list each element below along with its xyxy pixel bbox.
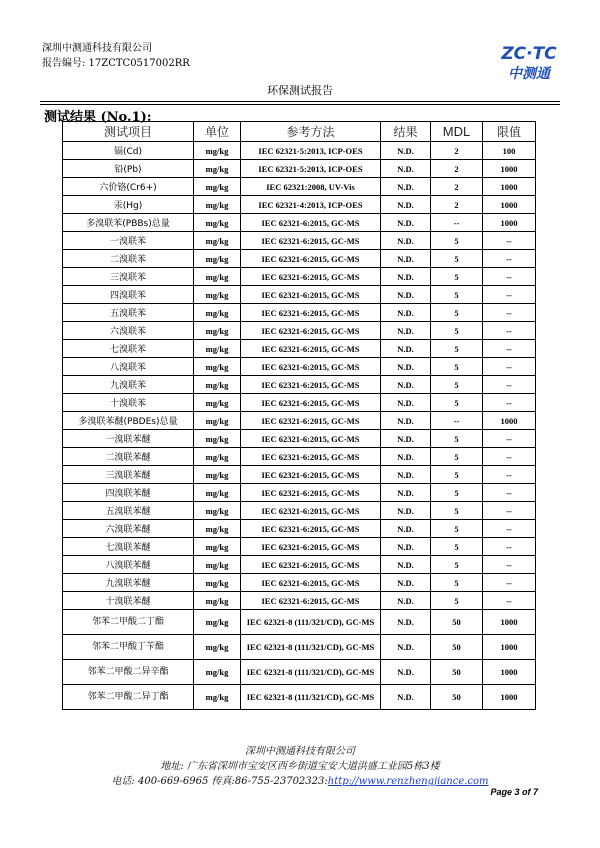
cell-item-name: 七溴联苯 [63, 340, 194, 358]
cell-method: IEC 62321-6:2015, GC-MS [241, 232, 381, 250]
cell-limit: 100 [483, 142, 536, 160]
cell-result: N.D. [381, 685, 431, 710]
cell-item-name: 十溴联苯醚 [63, 592, 194, 610]
cell-mdl: 2 [431, 178, 483, 196]
table-row [63, 574, 536, 592]
cell-method: IEC 62321-8 (111/321/CD), GC-MS [241, 685, 381, 710]
table-row [63, 538, 536, 556]
report-number: 报告编号: 17ZCTC0517002RR [42, 58, 190, 69]
cell-result: N.D. [381, 574, 431, 592]
cell-unit: mg/kg [194, 160, 241, 178]
cell-method: IEC 62321-6:2015, GC-MS [241, 430, 381, 448]
cell-unit: mg/kg [194, 268, 241, 286]
cell-item-name: 多溴联苯醚(PBDEs)总量 [63, 412, 194, 430]
cell-result: N.D. [381, 556, 431, 574]
table-row [63, 448, 536, 466]
cell-limit: -- [483, 430, 536, 448]
cell-limit: -- [483, 340, 536, 358]
cell-limit: -- [483, 376, 536, 394]
cell-result: N.D. [381, 466, 431, 484]
cell-item-name: 六溴联苯 [63, 322, 194, 340]
cell-item-name: 六溴联苯醚 [63, 520, 194, 538]
logo-mark: ZC·TC [501, 44, 557, 64]
page-number: Page 3 of 7 [490, 787, 538, 797]
cell-result: N.D. [381, 502, 431, 520]
cell-unit: mg/kg [194, 142, 241, 160]
cell-method: IEC 62321-6:2015, GC-MS [241, 574, 381, 592]
table-row [63, 376, 536, 394]
cell-result: N.D. [381, 286, 431, 304]
cell-result: N.D. [381, 520, 431, 538]
cell-item-name: 邻苯二甲酸二丁酯 [63, 610, 194, 635]
cell-unit: mg/kg [194, 556, 241, 574]
cell-mdl: 50 [431, 635, 483, 660]
cell-method: IEC 62321-5:2013, ICP-OES [241, 142, 381, 160]
table-row [63, 268, 536, 286]
cell-item-name: 铅(Pb) [63, 160, 194, 178]
col-header-unit: 单位 [194, 122, 241, 142]
cell-unit: mg/kg [194, 358, 241, 376]
table-row [63, 196, 536, 214]
cell-method: IEC 62321-6:2015, GC-MS [241, 466, 381, 484]
table-row [63, 412, 536, 430]
cell-unit: mg/kg [194, 430, 241, 448]
col-header-mdl: MDL [431, 122, 483, 142]
cell-mdl: 2 [431, 160, 483, 178]
cell-limit: 1000 [483, 178, 536, 196]
table-row [63, 178, 536, 196]
table-row [63, 142, 536, 160]
cell-result: N.D. [381, 304, 431, 322]
cell-limit: -- [483, 466, 536, 484]
cell-mdl: 5 [431, 358, 483, 376]
cell-unit: mg/kg [194, 635, 241, 660]
table-row [63, 250, 536, 268]
cell-limit: -- [483, 358, 536, 376]
cell-limit: -- [483, 250, 536, 268]
cell-method: IEC 62321-5:2013, ICP-OES [241, 160, 381, 178]
cell-method: IEC 62321-6:2015, GC-MS [241, 268, 381, 286]
col-header-item: 测试项目 [63, 122, 194, 142]
cell-item-name: 镉(Cd) [63, 142, 194, 160]
table-row [63, 502, 536, 520]
cell-limit: -- [483, 268, 536, 286]
cell-limit: -- [483, 322, 536, 340]
cell-mdl: 5 [431, 286, 483, 304]
cell-limit: -- [483, 232, 536, 250]
cell-result: N.D. [381, 196, 431, 214]
cell-item-name: 汞(Hg) [63, 196, 194, 214]
cell-result: N.D. [381, 232, 431, 250]
cell-result: N.D. [381, 340, 431, 358]
cell-item-name: 三溴联苯 [63, 268, 194, 286]
table-row [63, 635, 536, 660]
cell-unit: mg/kg [194, 484, 241, 502]
cell-item-name: 四溴联苯醚 [63, 484, 194, 502]
cell-mdl: 5 [431, 430, 483, 448]
cell-result: N.D. [381, 160, 431, 178]
cell-limit: -- [483, 592, 536, 610]
cell-method: IEC 62321-6:2015, GC-MS [241, 412, 381, 430]
cell-mdl: 50 [431, 610, 483, 635]
table-row [63, 394, 536, 412]
cell-method: IEC 62321-8 (111/321/CD), GC-MS [241, 610, 381, 635]
cell-limit: -- [483, 556, 536, 574]
cell-result: N.D. [381, 214, 431, 232]
cell-item-name: 八溴联苯醚 [63, 556, 194, 574]
cell-mdl: 5 [431, 538, 483, 556]
table-row [63, 556, 536, 574]
cell-result: N.D. [381, 412, 431, 430]
cell-result: N.D. [381, 142, 431, 160]
table-body [63, 142, 536, 710]
cell-item-name: 六价铬(Cr6+) [63, 178, 194, 196]
cell-limit: -- [483, 574, 536, 592]
cell-unit: mg/kg [194, 412, 241, 430]
table-row [63, 160, 536, 178]
cell-result: N.D. [381, 376, 431, 394]
report-title: 环保测试报告 [267, 84, 333, 97]
cell-unit: mg/kg [194, 502, 241, 520]
cell-item-name: 九溴联苯醚 [63, 574, 194, 592]
cell-item-name: 一溴联苯 [63, 232, 194, 250]
cell-mdl: 5 [431, 592, 483, 610]
cell-method: IEC 62321-8 (111/321/CD), GC-MS [241, 635, 381, 660]
cell-method: IEC 62321-6:2015, GC-MS [241, 376, 381, 394]
cell-unit: mg/kg [194, 520, 241, 538]
cell-result: N.D. [381, 448, 431, 466]
cell-unit: mg/kg [194, 610, 241, 635]
table-row [63, 304, 536, 322]
cell-unit: mg/kg [194, 196, 241, 214]
cell-limit: 1000 [483, 412, 536, 430]
cell-unit: mg/kg [194, 214, 241, 232]
cell-method: IEC 62321-6:2015, GC-MS [241, 502, 381, 520]
cell-limit: -- [483, 502, 536, 520]
cell-mdl: 5 [431, 574, 483, 592]
cell-item-name: 七溴联苯醚 [63, 538, 194, 556]
cell-method: IEC 62321-6:2015, GC-MS [241, 556, 381, 574]
cell-method: IEC 62321-6:2015, GC-MS [241, 322, 381, 340]
col-header-limit: 限值 [483, 122, 536, 142]
cell-limit: 1000 [483, 214, 536, 232]
cell-method: IEC 62321:2008, UV-Vis [241, 178, 381, 196]
footer-contact: 电话: 400-669-6965 传真:86-755-23702323: [111, 776, 328, 787]
cell-result: N.D. [381, 610, 431, 635]
cell-method: IEC 62321-6:2015, GC-MS [241, 250, 381, 268]
header-left [42, 41, 190, 71]
cell-limit: 1000 [483, 160, 536, 178]
cell-mdl: 5 [431, 556, 483, 574]
cell-method: IEC 62321-6:2015, GC-MS [241, 538, 381, 556]
cell-method: IEC 62321-8 (111/321/CD), GC-MS [241, 660, 381, 685]
cell-mdl: 5 [431, 502, 483, 520]
cell-limit: -- [483, 520, 536, 538]
cell-method: IEC 62321-6:2015, GC-MS [241, 394, 381, 412]
table-row [63, 430, 536, 448]
cell-limit: -- [483, 304, 536, 322]
cell-unit: mg/kg [194, 340, 241, 358]
table-header-row [63, 122, 536, 142]
table-row [63, 520, 536, 538]
header-divider-2 [40, 104, 560, 105]
cell-mdl: 5 [431, 268, 483, 286]
cell-unit: mg/kg [194, 304, 241, 322]
footer-company: 深圳中测通科技有限公司 [245, 746, 355, 757]
logo-icon [498, 42, 560, 82]
cell-method: IEC 62321-6:2015, GC-MS [241, 358, 381, 376]
cell-method: IEC 62321-6:2015, GC-MS [241, 340, 381, 358]
cell-limit: -- [483, 286, 536, 304]
cell-unit: mg/kg [194, 322, 241, 340]
table-row [63, 484, 536, 502]
cell-mdl: 5 [431, 250, 483, 268]
cell-mdl: 2 [431, 142, 483, 160]
table-row [63, 592, 536, 610]
cell-mdl: 5 [431, 484, 483, 502]
results-table [62, 121, 536, 710]
cell-item-name: 五溴联苯醚 [63, 502, 194, 520]
cell-unit: mg/kg [194, 232, 241, 250]
cell-item-name: 多溴联苯(PBBs)总量 [63, 214, 194, 232]
cell-item-name: 十溴联苯 [63, 394, 194, 412]
company-name: 深圳中测通科技有限公司 [42, 43, 152, 54]
cell-item-name: 一溴联苯醚 [63, 430, 194, 448]
cell-result: N.D. [381, 322, 431, 340]
cell-result: N.D. [381, 635, 431, 660]
cell-method: IEC 62321-6:2015, GC-MS [241, 592, 381, 610]
cell-item-name: 二溴联苯醚 [63, 448, 194, 466]
footer-address: 地址: 广东省深圳市宝安区西乡街道宝安大道洪盛工业园5栋3楼 [160, 761, 440, 772]
cell-method: IEC 62321-6:2015, GC-MS [241, 448, 381, 466]
cell-method: IEC 62321-6:2015, GC-MS [241, 484, 381, 502]
cell-item-name: 邻苯二甲酸二异辛酯 [63, 660, 194, 685]
cell-limit: 1000 [483, 610, 536, 635]
website-link[interactable]: http://www.renzhengjiance.com [327, 776, 489, 787]
cell-mdl: 5 [431, 466, 483, 484]
cell-item-name: 邻苯二甲酸丁苄酯 [63, 635, 194, 660]
cell-unit: mg/kg [194, 448, 241, 466]
cell-unit: mg/kg [194, 685, 241, 710]
cell-result: N.D. [381, 592, 431, 610]
cell-limit: -- [483, 394, 536, 412]
cell-method: IEC 62321-6:2015, GC-MS [241, 304, 381, 322]
cell-method: IEC 62321-4:2013, ICP-OES [241, 196, 381, 214]
cell-item-name: 三溴联苯醚 [63, 466, 194, 484]
table-row [63, 286, 536, 304]
cell-unit: mg/kg [194, 376, 241, 394]
cell-mdl: 5 [431, 304, 483, 322]
col-header-result: 结果 [381, 122, 431, 142]
cell-item-name: 八溴联苯 [63, 358, 194, 376]
cell-limit: -- [483, 448, 536, 466]
cell-unit: mg/kg [194, 592, 241, 610]
cell-item-name: 九溴联苯 [63, 376, 194, 394]
cell-unit: mg/kg [194, 466, 241, 484]
cell-result: N.D. [381, 430, 431, 448]
cell-item-name: 二溴联苯 [63, 250, 194, 268]
cell-method: IEC 62321-6:2015, GC-MS [241, 286, 381, 304]
cell-unit: mg/kg [194, 660, 241, 685]
cell-result: N.D. [381, 178, 431, 196]
cell-mdl: 5 [431, 376, 483, 394]
table-row [63, 660, 536, 685]
cell-mdl: 5 [431, 520, 483, 538]
cell-unit: mg/kg [194, 286, 241, 304]
cell-result: N.D. [381, 394, 431, 412]
table-row [63, 232, 536, 250]
cell-unit: mg/kg [194, 574, 241, 592]
table-row [63, 340, 536, 358]
cell-limit: -- [483, 538, 536, 556]
header-divider [40, 101, 560, 102]
cell-mdl: -- [431, 214, 483, 232]
cell-result: N.D. [381, 268, 431, 286]
cell-limit: 1000 [483, 196, 536, 214]
cell-result: N.D. [381, 538, 431, 556]
cell-mdl: 5 [431, 232, 483, 250]
table-row [63, 214, 536, 232]
cell-result: N.D. [381, 358, 431, 376]
cell-mdl: 50 [431, 660, 483, 685]
cell-mdl: 5 [431, 340, 483, 358]
company-logo [498, 42, 560, 82]
table-row [63, 358, 536, 376]
table-row [63, 466, 536, 484]
cell-result: N.D. [381, 250, 431, 268]
cell-item-name: 邻苯二甲酸二异丁酯 [63, 685, 194, 710]
table-row [63, 322, 536, 340]
table-row [63, 610, 536, 635]
cell-method: IEC 62321-6:2015, GC-MS [241, 520, 381, 538]
cell-unit: mg/kg [194, 394, 241, 412]
logo-text: 中测通 [508, 66, 550, 82]
cell-limit: 1000 [483, 685, 536, 710]
section-title: 测试结果 (No.1): [44, 110, 152, 125]
cell-mdl: 5 [431, 448, 483, 466]
cell-mdl: 5 [431, 394, 483, 412]
cell-mdl: 2 [431, 196, 483, 214]
cell-result: N.D. [381, 660, 431, 685]
col-header-method: 参考方法 [241, 122, 381, 142]
table-row [63, 685, 536, 710]
cell-limit: 1000 [483, 635, 536, 660]
cell-mdl: -- [431, 412, 483, 430]
cell-mdl: 50 [431, 685, 483, 710]
cell-item-name: 四溴联苯 [63, 286, 194, 304]
cell-item-name: 五溴联苯 [63, 304, 194, 322]
cell-method: IEC 62321-6:2015, GC-MS [241, 214, 381, 232]
cell-result: N.D. [381, 484, 431, 502]
cell-unit: mg/kg [194, 250, 241, 268]
cell-unit: mg/kg [194, 178, 241, 196]
cell-unit: mg/kg [194, 538, 241, 556]
cell-limit: 1000 [483, 660, 536, 685]
cell-limit: -- [483, 484, 536, 502]
footer [0, 744, 600, 789]
cell-mdl: 5 [431, 322, 483, 340]
